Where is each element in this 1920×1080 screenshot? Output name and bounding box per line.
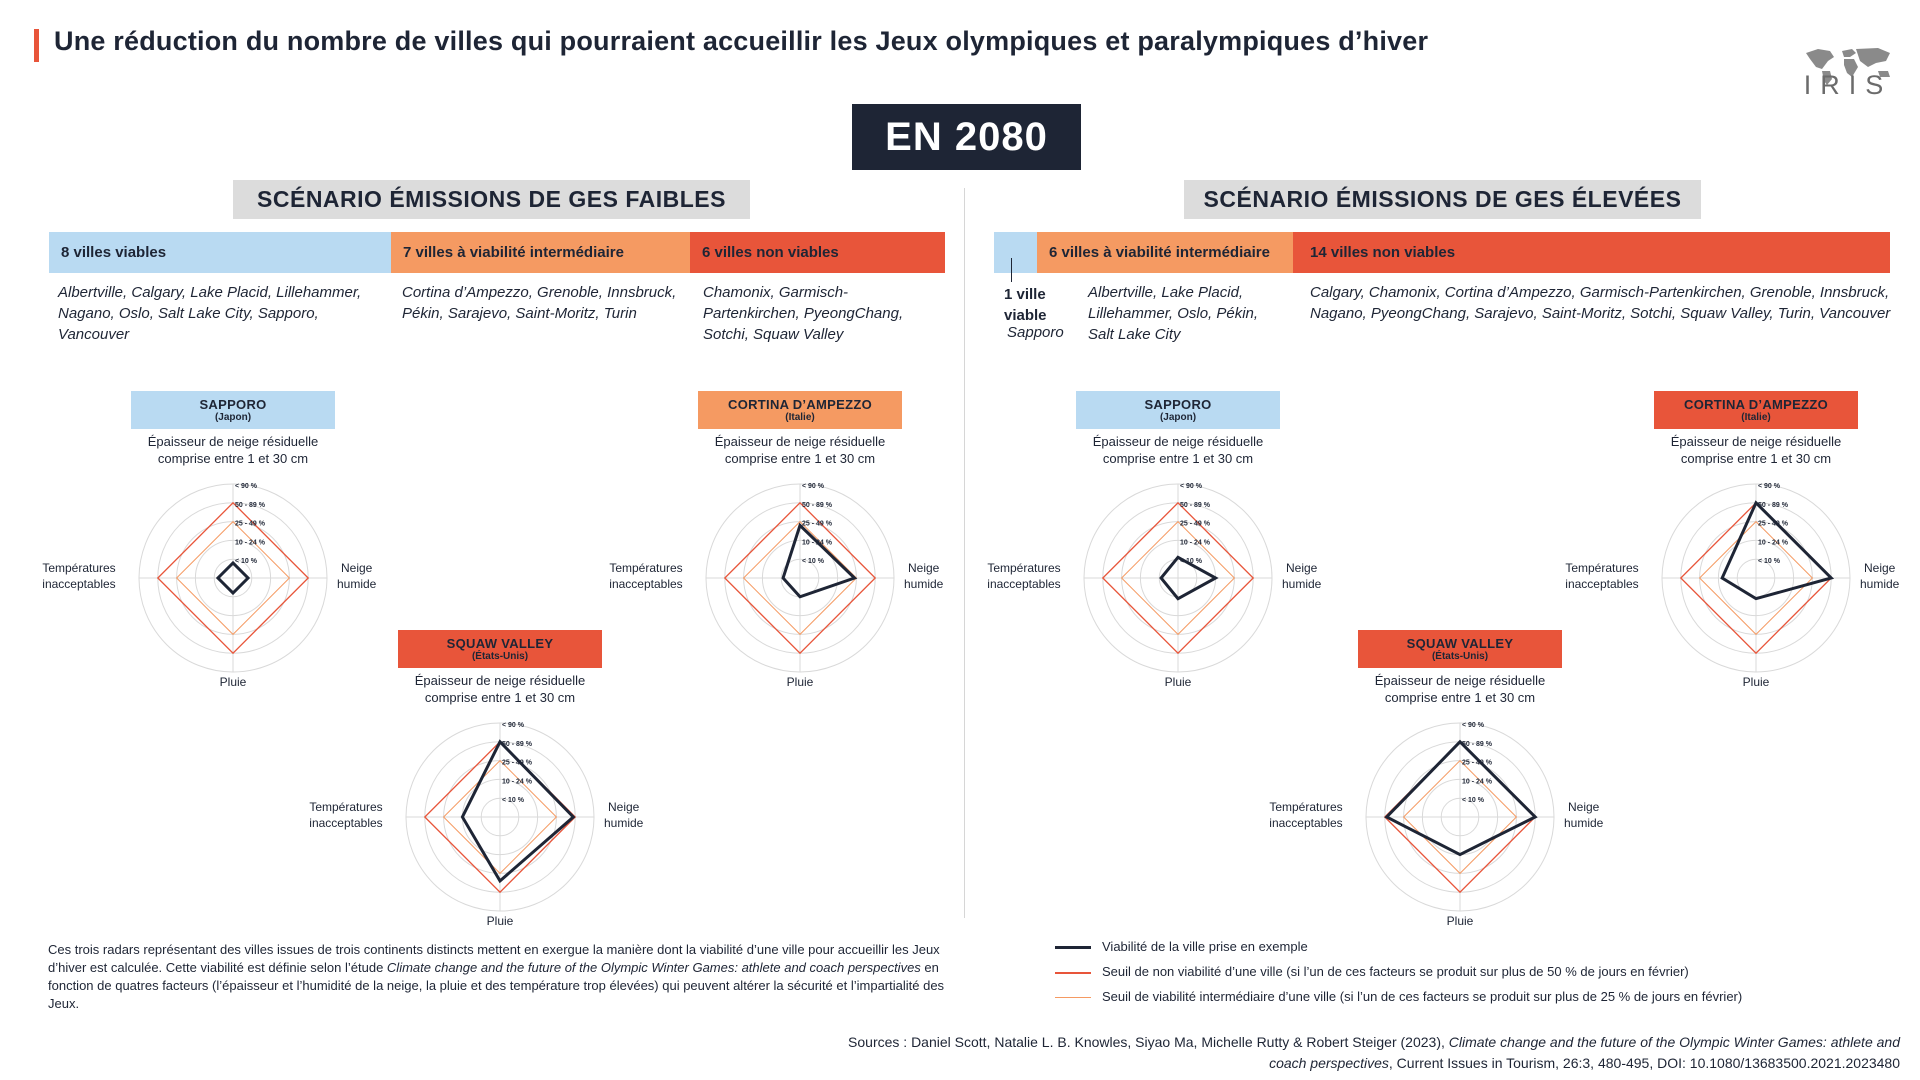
radar-ring-label: 25 - 49 % (1462, 759, 1492, 767)
low-nonviable-segment: 6 villes non viables (690, 232, 945, 273)
radar-ring-label: 50 - 89 % (802, 501, 832, 509)
high-viable-label: 1 ville viable (1004, 286, 1047, 324)
legend-swatch-city (1055, 946, 1091, 949)
radar-chart (1356, 713, 1564, 921)
legend-label-intermediate: Seuil de viabilité intermédiaire d’une ville (si l’un de ces facteurs se produit sur plus de 25 % de jours en février) (1102, 989, 1743, 1004)
radar-ring-label: 25 - 49 % (802, 520, 832, 528)
radar-ring-label: < 10 % (1180, 558, 1202, 566)
radar-city-name: SAPPORO (1144, 396, 1212, 412)
radar-ring-label: 50 - 89 % (1462, 740, 1492, 748)
radar-ring-label: < 10 % (502, 797, 524, 805)
radar-ring-label: < 90 % (1180, 483, 1202, 490)
radar-country: (États-Unis) (471, 650, 529, 662)
radar-axis-label-left: Températures inacceptables (309, 800, 383, 830)
radar-axis-label-top: Épaisseur de neige résiduelle comprise entre 1 et 30 cm (714, 434, 886, 466)
radar-ring-label: 25 - 49 % (1180, 520, 1210, 528)
radar-ring-label: < 10 % (235, 558, 257, 566)
low-viable-cities: Albertville, Calgary, Lake Placid, Lillehammer, Nagano, Oslo, Salt Lake City, Sapporo, Vancouver (58, 284, 362, 343)
radar-ring-label: < 90 % (802, 483, 824, 490)
radar-city-header (398, 630, 602, 668)
radar-city-header (1358, 630, 1562, 668)
radar-chart (696, 474, 904, 682)
radar-city-name: CORTINA D’AMPEZZO (1684, 396, 1828, 412)
radar-ring-label: 10 - 24 % (1758, 539, 1788, 547)
explanatory-note: Ces trois radars représentant des villes issues de trois continents distincts mettent en exergue la manière dont la viabilité d’une ville pour accueillir les Jeux d’hiver est calculée. Cette viabilité est définie selon l’étude Climate change and the future of the Olympic Winter Games: athlete and coach perspectives en fonction de quatres facteurs (l’épaisseur et l’humidité de la neige, la pluie et des température trop élevées) qui peuvent altérer la sécurité et l’impartialité des Jeux. (48, 942, 945, 1011)
radar-ring-label: 50 - 89 % (1180, 501, 1210, 509)
radar-ring-label: 50 - 89 % (1758, 501, 1788, 509)
radar-axis-label-bottom: Pluie (1742, 675, 1770, 689)
radar-country: (Italie) (785, 411, 815, 423)
radar-ring-label: 10 - 24 % (1180, 539, 1210, 547)
low-nonviable-cities: Chamonix, Garmisch-Partenkirchen, PyeongChang, Sotchi, Squaw Valley (703, 284, 904, 343)
radar-ring-label: < 90 % (502, 722, 524, 729)
high-intermediate-segment: 6 villes à viabilité intermédiaire (1037, 232, 1293, 273)
radar-axis-label-left: Températures inacceptables (1269, 800, 1343, 830)
radar-ring-label: 50 - 89 % (235, 501, 265, 509)
radar-ring-label: < 90 % (1758, 483, 1780, 490)
radar-ring-label: 50 - 89 % (502, 740, 532, 748)
viable-tick-mark (1011, 258, 1012, 282)
scenario-divider (964, 188, 965, 918)
high-nonviable-cities: Calgary, Chamonix, Cortina d’Ampezzo, Garmisch-Partenkirchen, Grenoble, Innsbruck, Nagano, PyeongChang, Sarajevo, Saint-Moritz, Sotchi, Squaw Valley, Turin, Vancouver (1310, 284, 1891, 322)
radar-axis-label-bottom: Pluie (219, 675, 247, 689)
logo-text: IRIS (1803, 70, 1893, 100)
radar-axis-label-top: Épaisseur de neige résiduelle comprise entre 1 et 30 cm (1374, 673, 1546, 705)
radar-axis-label-left: Températures inacceptables (609, 561, 683, 591)
low-intermediate-cities: Cortina d’Ampezzo, Grenoble, Innsbruck, Pékin, Sarajevo, Saint-Moritz, Turin (402, 284, 677, 322)
radar-country: (Japon) (1159, 411, 1197, 423)
high-viable-cities: Sapporo (1007, 324, 1064, 341)
radar-axis-label-top: Épaisseur de neige résiduelle comprise entre 1 et 30 cm (1670, 434, 1842, 466)
radar-axis-label-bottom: Pluie (486, 914, 514, 928)
radar-ring-label: 10 - 24 % (1462, 778, 1492, 786)
radar-axis-label-right: Neige humide (1282, 561, 1322, 591)
radar-axis-label-left: Températures inacceptables (987, 561, 1061, 591)
radar-chart (129, 474, 337, 682)
radar-axis-label-right: Neige humide (1860, 561, 1900, 591)
radar-ring-label: < 90 % (235, 483, 257, 490)
high-nonviable-segment: 14 villes non viables (1293, 232, 1890, 273)
radar-city-header (1654, 391, 1858, 429)
radar-ring-label: 25 - 49 % (235, 520, 265, 528)
radar-city-header (131, 391, 335, 429)
radar-axis-label-left: Températures inacceptables (42, 561, 116, 591)
radar-ring-label: < 10 % (1758, 558, 1780, 566)
radar-axis-label-bottom: Pluie (1446, 914, 1474, 928)
title-accent-bar (34, 29, 39, 62)
radar-axis-label-right: Neige humide (1564, 800, 1604, 830)
radar-chart (1652, 474, 1860, 682)
high-viable-segment (994, 232, 1037, 273)
legend-swatch-nonviable (1055, 972, 1091, 974)
radar-city-header (1076, 391, 1280, 429)
radar-axis-label-right: Neige humide (604, 800, 644, 830)
radar-ring-label: < 10 % (1462, 797, 1484, 805)
legend-label-city: Viabilité de la ville prise en exemple (1102, 939, 1308, 954)
radar-axis-label-left: Températures inacceptables (1565, 561, 1639, 591)
radar-country: (États-Unis) (1431, 650, 1489, 662)
page-title: Une réduction du nombre de villes qui pourraient accueillir les Jeux olympiques et paralympiques d’hiver (54, 26, 1429, 56)
radar-axis-label-right: Neige humide (904, 561, 944, 591)
scenario-title-low: SCÉNARIO ÉMISSIONS DE GES FAIBLES (233, 180, 750, 219)
radar-ring-label: 25 - 49 % (1758, 520, 1788, 528)
radar-axis-label-right: Neige humide (337, 561, 377, 591)
legend-label-nonviable: Seuil de non viabilité d’une ville (si l’un de ces facteurs se produit sur plus de 50 % de jours en février) (1102, 964, 1689, 979)
radar-ring-label: 10 - 24 % (502, 778, 532, 786)
radar-ring-label: 10 - 24 % (235, 539, 265, 547)
radar-chart (396, 713, 604, 921)
low-intermediate-segment: 7 villes à viabilité intermédiaire (391, 232, 690, 273)
radar-axis-label-bottom: Pluie (786, 675, 814, 689)
radar-ring-label: < 90 % (1462, 722, 1484, 729)
radar-city-header (698, 391, 902, 429)
year-label: EN 2080 (852, 104, 1081, 170)
radar-city-name: CORTINA D’AMPEZZO (728, 396, 872, 412)
radar-axis-label-bottom: Pluie (1164, 675, 1192, 689)
radar-ring-label: < 10 % (802, 558, 824, 566)
radar-ring-label: 25 - 49 % (502, 759, 532, 767)
sources: Sources : Daniel Scott, Natalie L. B. Knowles, Siyao Ma, Michelle Rutty & Robert Steiger (2023), Climate change and the future of the Olympic Winter Games: athlete and coach perspectives, Current Issues in Tourism, 26:3, 480-495, DOI: 10.1080/13683500.2021.2023480 (848, 1034, 1900, 1071)
radar-ring-label: 10 - 24 % (802, 539, 832, 547)
scenario-title-high: SCÉNARIO ÉMISSIONS DE GES ÉLEVÉES (1184, 180, 1701, 219)
radar-axis-label-top: Épaisseur de neige résiduelle comprise entre 1 et 30 cm (414, 673, 586, 705)
radar-city-name: SQUAW VALLEY (1406, 635, 1514, 651)
radar-chart (1074, 474, 1282, 682)
radar-country: (Italie) (1741, 411, 1771, 423)
radar-axis-label-top: Épaisseur de neige résiduelle comprise entre 1 et 30 cm (1092, 434, 1264, 466)
radar-city-name: SAPPORO (199, 396, 267, 412)
low-viable-segment: 8 villes viables (49, 232, 391, 273)
legend-swatch-intermediate (1055, 997, 1091, 998)
radar-axis-label-top: Épaisseur de neige résiduelle comprise entre 1 et 30 cm (147, 434, 319, 466)
high-intermediate-cities: Albertville, Lake Placid, Lillehammer, Oslo, Pékin, Salt Lake City (1088, 284, 1259, 343)
radar-city-name: SQUAW VALLEY (446, 635, 554, 651)
radar-country: (Japon) (214, 411, 252, 423)
